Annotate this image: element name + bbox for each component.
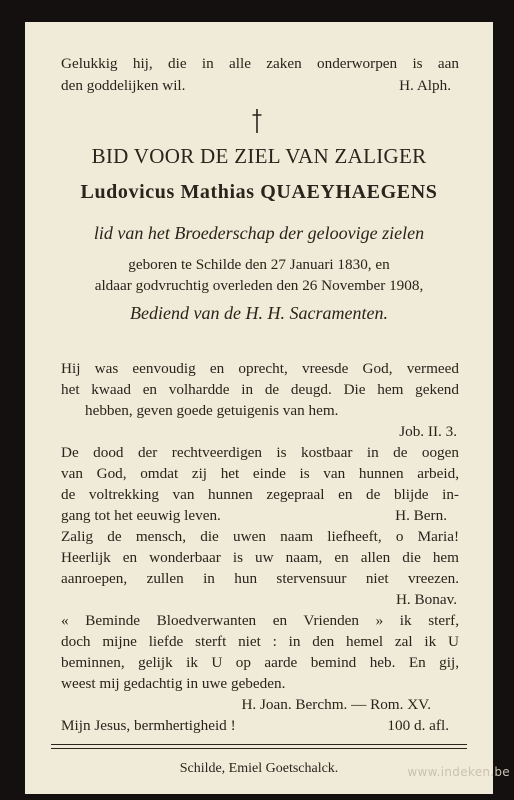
verse-3-line-2: Heerlijk en wonderbaar is uw naam, en allen die hem (61, 549, 459, 566)
cross-icon (251, 108, 263, 134)
verse-3-line-1: Zalig de mensch, die uwen naam liefheeft, o Maria! (61, 528, 459, 545)
memorial-card (25, 22, 493, 794)
verse-4-line-2: doch mijne liefde sterft niet : in den hemel zal ik U (61, 633, 459, 650)
verse-4-line-4: weest mij gedachtig in uwe gebeden. (61, 675, 286, 692)
closing-prayer: Mijn Jesus, bermhertigheid ! (61, 717, 236, 734)
printer-line: Schilde, Emiel Goetschalck. (179, 761, 339, 776)
heading: BID VOOR DE ZIEL VAN ZALIGER (91, 144, 427, 168)
verse-1-line-3: hebben, geven goede getuigenis van hem. (85, 402, 339, 419)
verse-2-line-3: de voltrekking van hunnen zegepraal en de blijde in- (61, 486, 459, 503)
verse-4-line-1: « Beminde Bloedverwanten en Vrienden » ik sterf, (61, 612, 459, 629)
motto-line-1: Gelukkig hij, die in alle zaken onderworpen is aan (61, 55, 459, 72)
verse-2-line-4: gang tot het eeuwig leven. (61, 507, 221, 524)
death-line: aldaar godvruchtig overleden den 26 November 1908, (94, 277, 424, 294)
divider-bottom (51, 748, 467, 749)
verse-4-source: H. Joan. Berchm. — Rom. XV. (241, 696, 431, 713)
verse-3-line-3: aanroepen, zullen in hun stervensuur niet vreezen. (61, 570, 459, 587)
verse-1-line-2: het kwaad en volhardde in de deugd. Die hem gekend (61, 381, 459, 398)
verse-1-line-1: Hij was eenvoudig en oprecht, vreesde God, vermeed (61, 360, 459, 377)
motto-source: H. Alph. (399, 77, 451, 94)
watermark: www.indeken.be (407, 765, 510, 779)
motto-line-2: den goddelijken wil. (61, 77, 186, 94)
verse-2-line-2: van God, omdat zij het einde is van hunnen arbeid, (61, 465, 459, 482)
sacraments-line: Bediend van de H. H. Sacramenten. (130, 303, 388, 323)
verse-1-source: Job. II. 3. (399, 423, 457, 440)
divider-top (51, 744, 467, 745)
deceased-name: Ludovicus Mathias QUAEYHAEGENS (80, 181, 438, 203)
membership: lid van het Broederschap der geloovige zielen (93, 223, 425, 243)
verse-2-line-1: De dood der rechtveerdigen is kostbaar in de oogen (61, 444, 459, 461)
verse-4-line-3: beminnen, gelijk ik U op aarde bemind heb. En gij, (61, 654, 459, 671)
verse-2-source: H. Bern. (395, 507, 447, 524)
birth-line: geboren te Schilde den 27 Januari 1830, en (128, 256, 390, 273)
indulgence: 100 d. afl. (387, 717, 449, 734)
verse-3-source: H. Bonav. (395, 591, 457, 608)
